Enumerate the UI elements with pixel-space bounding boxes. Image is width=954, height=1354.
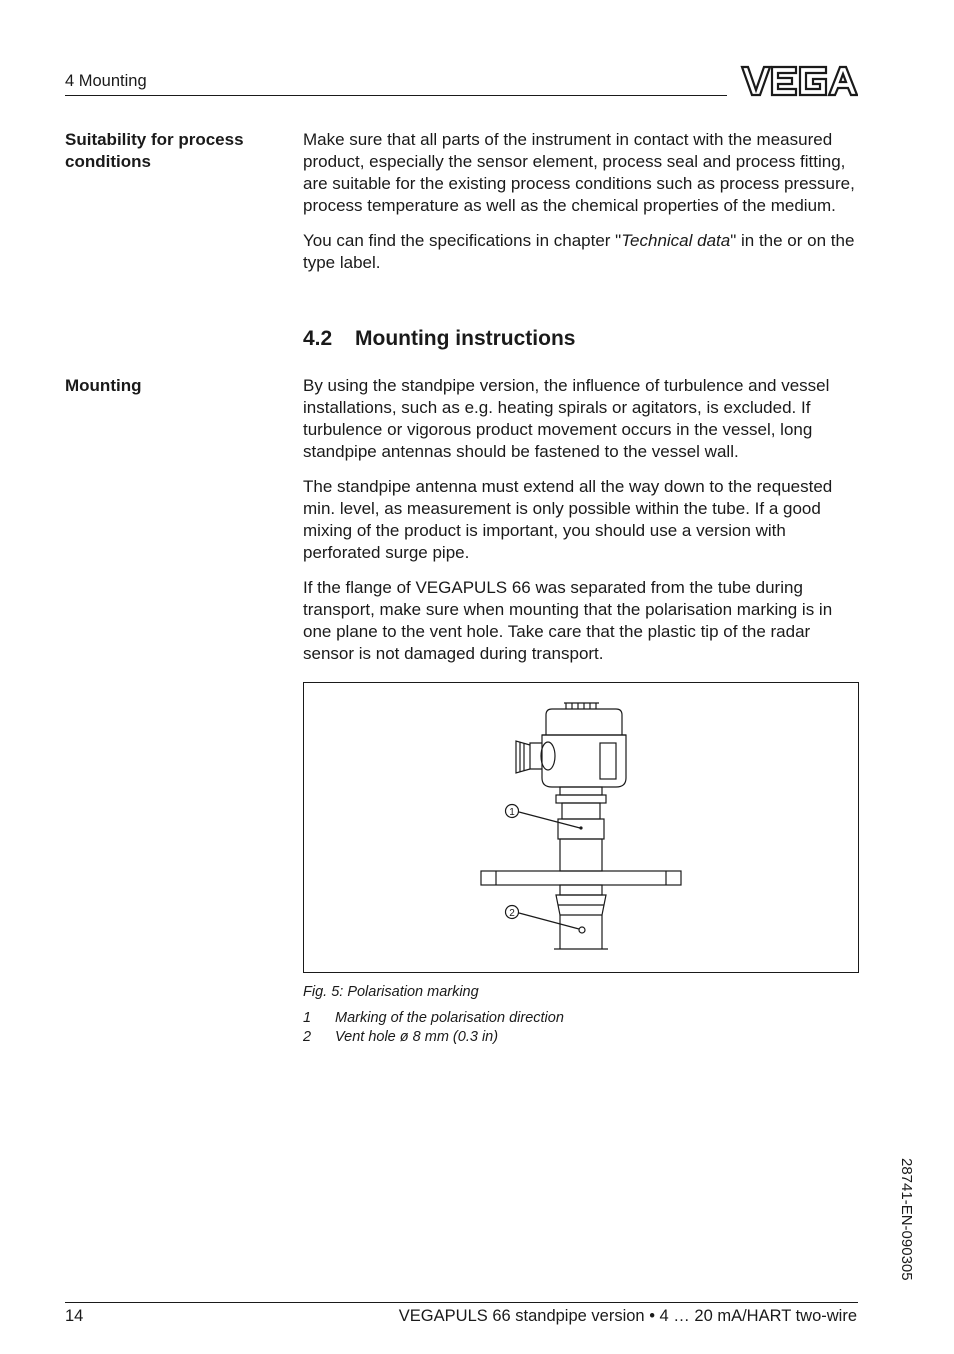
vega-logo-icon (740, 64, 858, 98)
mounting-text (303, 375, 859, 665)
vega-logo (740, 64, 858, 98)
header-section: 4 Mounting (65, 72, 147, 90)
mounting-label: Mounting (65, 376, 142, 395)
figure-caption: Fig. 5: Polarisation marking (303, 984, 479, 1000)
legend-item-2 (303, 1029, 498, 1045)
footer-title: VEGAPULS 66 standpipe version • 4 … 20 mA/HART two-wire (398, 1307, 857, 1325)
footer-rule (65, 1302, 858, 1303)
callout-1: 1 (509, 807, 515, 818)
para2-before: You can find the specifications in chapter " (303, 231, 622, 250)
suitability-paragraph-1: Make sure that all parts of the instrument in contact with the measured product, especially the sensor element, process seal and process fitting, are suitable for the existing process conditions such as process pressure, process temperature as well as the chemical properties of the medium. (303, 130, 855, 215)
document-number: 28741-EN-090305 (898, 1158, 915, 1281)
suitability-label (65, 129, 285, 173)
legend-num-2: 2 (303, 1029, 312, 1045)
section-title: Mounting instructions (355, 327, 576, 350)
section-number: 4.2 (303, 327, 333, 350)
mounting-paragraph-3: If the flange of VEGAPULS 66 was separated from the tube during transport, make sure when mounting that the polarisation marking is in one plane to the vent hole. Take care that the plastic tip of the radar sensor is not damaged during transport. (303, 578, 833, 663)
legend-text-2: Vent hole ø 8 mm (0.3 in) (335, 1029, 499, 1045)
legend-num-1: 1 (303, 1010, 312, 1026)
mounting-paragraph-1: By using the standpipe version, the influence of turbulence and vessel installations, such as e.g. heating spirals or agitators, is excluded. If turbulence or vigorous product movement occurs in the vessel, long standpipe antennas should be fastened to the vessel wall. (303, 376, 830, 461)
suitability-text (303, 129, 859, 274)
sensor-drawing (304, 683, 858, 972)
callout-2: 2 (509, 908, 515, 919)
mounting-paragraph-2: The standpipe antenna must extend all the way down to the requested min. level, as measurement is only possible within the tube. If a good mixing of the product is important, you should use a version with perforated surge pipe. (303, 477, 833, 562)
suitability-paragraph-2 (303, 230, 859, 274)
figure-polarisation-marking (303, 682, 859, 973)
section-heading (303, 327, 575, 351)
header-rule (65, 95, 727, 96)
suitability-label-line1: Suitability for process (65, 130, 244, 149)
para2-after: " in the or on the type label. (303, 231, 855, 272)
legend-item-1 (303, 1010, 564, 1026)
legend-text-1: Marking of the polarisation direction (335, 1010, 564, 1026)
page-number: 14 (65, 1307, 84, 1325)
technical-data-ref: Technical data (621, 231, 731, 250)
suitability-label-line2: conditions (65, 152, 151, 171)
